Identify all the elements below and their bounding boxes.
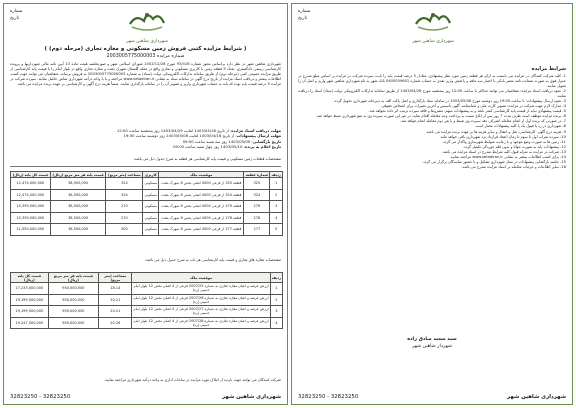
column-header: موقعیت ملک [159, 172, 244, 178]
table-cell: مسکونی [143, 189, 159, 201]
table-cell: 324 [244, 189, 270, 201]
number-label: شماره [298, 9, 311, 14]
table-cell: 1 [270, 178, 283, 190]
column-header: قیمت کل پایه (ریال) [11, 273, 49, 283]
table-cell: 12,474,000,000 [11, 189, 51, 201]
table-cell: 38,500,000 [50, 212, 106, 224]
column-header: مساحت (متر مربع) [99, 273, 132, 283]
column-header: ردیف [270, 273, 282, 283]
condition-item: 13- شرکت در مزایده به منزله قبول کلیه شرایط مندرج در اسناد مزایده می باشد. [441, 149, 566, 154]
right-footer [298, 394, 566, 400]
table-row [11, 294, 283, 306]
table-cell: 38,500,000 [50, 189, 106, 201]
municipality-logo-icon [412, 8, 454, 34]
column-header: قیمت پایه هر متر مربع (ریال) [48, 273, 99, 283]
condition-item: 12- پیشنهادات باید به صورت خوانا و بدون قلم خوردگی تکمیل گردد. [462, 144, 566, 149]
condition-item: 3- نحوه ارسال پیشنهادات: تا ساعت 19:00 روز دوشنبه مورخ 1403/05/08 در سامانه ستاد بارگذاری و اصل پاکت الف به دبیرخانه شهرداری تحویل گردد. [333, 99, 566, 104]
table-cell: 325 [244, 178, 270, 190]
condition-item: 8- شهرداری در رد یا قبول یک یا کلیه پیشنهادات مختار است. [474, 124, 566, 129]
table-cell: 278 [244, 212, 270, 224]
notice-intro: شهرداری شاهین شهر در نظر دارد براساس مجوز شماره 93/416 مورخ 1402/12/28 شورای اسلامی شهر و صورتجلسه هیئت ماده 13 آیین نامه مالی شهرداریها و پرونده کارشناسی رسمی دادگستری، تعداد 5 قطعه زمین با کاربری مسکونی و تجاری واقع در محله گلستان شهرک بعثت و مغازه تجاری واقع در بلوار امام را با قیمت پایه کارشناسی از طریق مزایده عمومی کتبی (مرحله دوم) از طریق سامانه تدارکات الکترونیکی دولت (ستاد) به شماره 2003005775000003 به فروش برساند. متقاضیان می توانند جهت کسب اطلاعات بیشتر و دریافت اسناد مزایده از تاریخ درج آگهی در سامانه ستاد به نشانی www.setadiran.ir مراجعه و یا با واحد درآمد شهرداری تماس حاصل نمایند. سپرده شرکت در مزایده 5 درصد قیمت پایه بوده که باید به حساب شهرداری واریز و تصویر آن را در سامانه بارگذاری نمایند. ضمناً هزینه درج آگهی و کارشناسی بر عهده برنده مزایده می باشد. [10, 62, 282, 87]
table-cell: مسکونی [143, 178, 159, 190]
table-cell: قطعه 278 از فرعی 4000 اصلی بخش 6 شهرک بعثت [159, 212, 244, 224]
condition-item: 5- قیمت پیشنهادی نباید از قیمت پایه کارشناسی کمتر باشد و به پیشنهادات مبهم، مشروط و فاقد سپرده ترتیب اثر داده نخواهد شد. [368, 109, 566, 114]
condition-item: 2- نحوه دریافت اسناد مزایده: متقاضیان می توانند حداکثر تا ساعت 12:00 روز پنجشنبه مورخ 1403/04/28 از طریق سامانه تدارکات الکترونیکی دولت (ستاد) اسناد را دریافت نمایند. [298, 89, 566, 99]
table-cell: 270 [106, 201, 143, 213]
table-cell: 2 [270, 189, 283, 201]
footer-phone: 32823250 - 32823250 [298, 394, 359, 400]
conditions-title: شرایط مزایده [531, 66, 566, 72]
condition-item: 4- مدارک لازم جهت شرکت در مزایده: تصویر کارت ملی و شناسنامه، آگهی تأسیس و آخرین تغییرات برای اشخاص حقوقی. [380, 104, 566, 109]
table-cell: 18.14 [99, 283, 132, 295]
condition-item: 7- در صورتی که برنده اول از انجام معامله انصراف دهد سپرده وی ضبط و با نفر دوم معامله انجام خواهد شد. [400, 119, 566, 124]
table-row [11, 306, 283, 318]
column-header: قیمت پایه هر متر مربع (ریال) [50, 172, 106, 178]
date-label: تاریخ [10, 15, 20, 21]
logo-caption: شهرداری شاهین شهر [412, 39, 454, 44]
divider [10, 166, 281, 167]
table-cell: 12,474,000,000 [11, 178, 51, 190]
condition-item: 15- جلسه بازگشایی پیشنهادات در محل شهرداری تشکیل و با حضور نمایندگان برگزار می گردد. [421, 159, 566, 164]
conditions-list [298, 74, 566, 170]
table-cell: ارزش عرصه و اعیان مغازه تجاری به شماره 2007/26 فرعی از 4 اصلی بخش 12 بلوار امام خمینی (ره) [133, 295, 269, 304]
condition-item: 6- برنده مزایده موظف است ظرف مدت 7 روز پس از ابلاغ نسبت به پرداخت وجه معامله اقدام نماید، در غیر این صورت سپرده وی به نفع شهرداری ضبط خواهد شد. [315, 114, 566, 119]
signature-block [292, 336, 572, 350]
number-label: شماره [10, 9, 23, 14]
footer-town: شهرداری شاهین شهر [222, 394, 281, 400]
table-cell: 950,000,000 [48, 294, 99, 306]
table-cell: ارزش عرصه و اعیان مغازه تجاری به شماره 2007/25 فرعی از 4 اصلی بخش 12 بلوار امام خمینی (ره) [133, 284, 269, 293]
municipality-logo-block [393, 8, 473, 44]
timeline [10, 128, 281, 150]
table-cell: 3 [270, 201, 283, 213]
table-cell: 950,000,000 [48, 317, 99, 329]
condition-item: 14- برای کسب اطلاعات بیشتر به نشانی www.setadiran.ir مراجعه نمایید. [449, 154, 566, 159]
auction-notice-column [3, 3, 288, 405]
table-cell: 4 [270, 212, 283, 224]
table-cell: 20.26 [99, 317, 132, 329]
column-header: ردیف [271, 172, 281, 177]
municipality-logo-icon [126, 8, 168, 34]
table-cell: 38,500,000 [50, 201, 106, 213]
table-cell: مسکونی [143, 201, 159, 213]
table-row [11, 317, 283, 329]
table-row [11, 224, 283, 236]
table-row [11, 189, 283, 201]
table-cell: 277 [244, 224, 270, 236]
left-footer [10, 394, 281, 400]
table-cell: 950,000,000 [48, 306, 99, 318]
table-cell: قطعه 324 از فرعی 4000 اصلی بخش 6 شهرک بعثت [159, 189, 244, 201]
auction-number: شماره مزایده 2003005775000003 [106, 54, 185, 59]
table-cell: ارزش عرصه و اعیان مغازه تجاری به شماره 2007/28 فرعی از 4 اصلی بخش 12 بلوار امام خمینی (ره) [133, 318, 269, 327]
column-header: مساحت (متر مربع) [106, 172, 143, 178]
notice-title: ( شرایط مزایده کتبی فروش زمین مسکونی و مغازه تجاری (مرحله دوم) ) [44, 46, 247, 52]
condition-item: 1- کلیه شرکت کنندگان در مزایده می بایست به ازای هر قطعه زمین مورد نظر پیشنهادی، معادل 5 درصد قیمت پایه را بابت سپرده شرکت در مزایده بر اساس مبلغ مندرج در جدول فوق به صورت ضمانت نامه معتبر بانکی یا اختیار سه ماهه و یا فیش واریز نقدی به حساب شماره 0405059601 بانک شهر به نام شهرداری شاهین شهر واریز و اصل آن را تحویل نمایند. [298, 74, 566, 89]
table-cell: مسکونی [143, 212, 159, 224]
table-cell: مسکونی [143, 224, 159, 236]
table-cell: 1 [270, 283, 282, 295]
date-label: تاریخ [298, 15, 308, 21]
condition-item: 9- هزینه درج آگهی، کارشناسی، نقل و انتقال و سایر هزینه ها بر عهده برنده مزایده می باشد. [425, 129, 566, 134]
table-row [11, 201, 283, 213]
timeline-item: مهلت ارسال پیشنهادات: از تاریخ 1403/04/18 لغایت 1403/05/08 روز دوشنبه ساعت 19:00 [123, 133, 281, 139]
timeline-item: تاریخ بازگشایی: 1403/05/09 روز سه شنبه ساعت 09:00 [182, 138, 281, 144]
column-header: شماره قطعه [245, 172, 268, 177]
signatory-name: سید سعید صادق زاده [407, 337, 457, 342]
table-cell: قطعه 279 از فرعی 4000 اصلی بخش 6 شهرک بعثت [159, 201, 244, 213]
column-header: کاربری [144, 172, 157, 177]
table-row [11, 283, 283, 295]
commercial-shops-table [10, 272, 283, 329]
timeline-item: مهلت دریافت اسناد مزایده: از تاریخ 1403/04/18 لغایت 1403/04/29 روز پنجشنبه ساعت 12:00 [116, 128, 281, 133]
table-cell: 5 [270, 224, 283, 236]
table-cell: 324 [106, 178, 143, 190]
condition-item: 10- سپرده نفرات اول تا سوم تا زمان انعقاد قرارداد نزد شهرداری باقی خواهد ماند. [439, 134, 566, 139]
table-cell: 11,550,000,000 [11, 224, 51, 236]
table-cell: قطعه 325 از فرعی 4000 اصلی بخش 6 شهرک بعثت [159, 178, 244, 190]
column-header: موقعیت ملک [132, 273, 270, 283]
footer-town: شهرداری شاهین شهر [507, 394, 566, 400]
table-cell: 324 [106, 189, 143, 201]
table-cell: 17,233,000,000 [11, 283, 49, 295]
table2-caption: مشخصات مغازه های تجاری و قیمت پایه کارشناسی هر باب به شرح جدول ذیل می باشد: [144, 258, 281, 262]
reference-header [298, 9, 316, 22]
table-row [11, 178, 283, 190]
auction-conditions-column [291, 3, 573, 405]
condition-item: 11- زمین ها به صورت وضع موجود و با رعایت ضوابط شهرسازی واگذار می گردد. [441, 139, 566, 144]
residential-lots-table [10, 171, 283, 236]
table-cell: 279 [244, 201, 270, 213]
table-cell: 270 [106, 212, 143, 224]
reference-header [10, 9, 28, 22]
table-cell: 19,247,000,000 [11, 317, 49, 329]
table-cell: 38,500,000 [50, 224, 106, 236]
footer-phone: 32823250 - 32823250 [10, 394, 71, 400]
logo-caption: شهرداری شاهین شهر [126, 39, 168, 44]
table-cell: 4 [270, 317, 282, 329]
table-cell: 38,500,000 [50, 178, 106, 190]
condition-item: 16- سایر اطلاعات و جزئیات معامله در اسناد مزایده مندرج می باشد. [461, 164, 566, 169]
municipality-logo-block [107, 8, 187, 44]
table-cell: 10,395,000,000 [11, 212, 51, 224]
table-cell: ارزش عرصه و اعیان مغازه تجاری به شماره 2007/27 فرعی از 4 اصلی بخش 12 بلوار امام خمینی (ره) [133, 307, 269, 316]
table1-caption: مشخصات قطعات زمین مسکونی و قیمت پایه کارشناسی هر قطعه به شرح جدول ذیل می باشد: [133, 157, 281, 161]
table-cell: 300 [106, 224, 143, 236]
table-cell: 950,000,000 [48, 283, 99, 295]
signatory-title: شهردار شاهین شهر [412, 344, 452, 349]
table-cell: 20.21 [99, 306, 132, 318]
table-cell: 10,395,000,000 [11, 201, 51, 213]
table-row [11, 212, 283, 224]
table-cell: 2 [270, 294, 282, 306]
table2-note: شرکت کنندگان می توانند جهت بازدید از املاک مورد مزایده در ساعات اداری به واحد درآمد شهرداری مراجعه نمایند. [104, 378, 281, 382]
table-cell: 3 [270, 306, 282, 318]
table-cell: 20.21 [99, 294, 132, 306]
table-cell: 19,199,500,000 [11, 306, 49, 318]
timeline-item: تاریخ اعلام به برنده: 1403/05/10 روز چهار شنبه ساعت 09:00 [173, 144, 281, 150]
table-cell: 19,199,500,000 [11, 294, 49, 306]
table-cell: قطعه 277 از فرعی 4000 اصلی بخش 6 شهرک بعثت [159, 224, 244, 236]
column-header: قیمت کل پایه (ریال) [11, 172, 51, 178]
